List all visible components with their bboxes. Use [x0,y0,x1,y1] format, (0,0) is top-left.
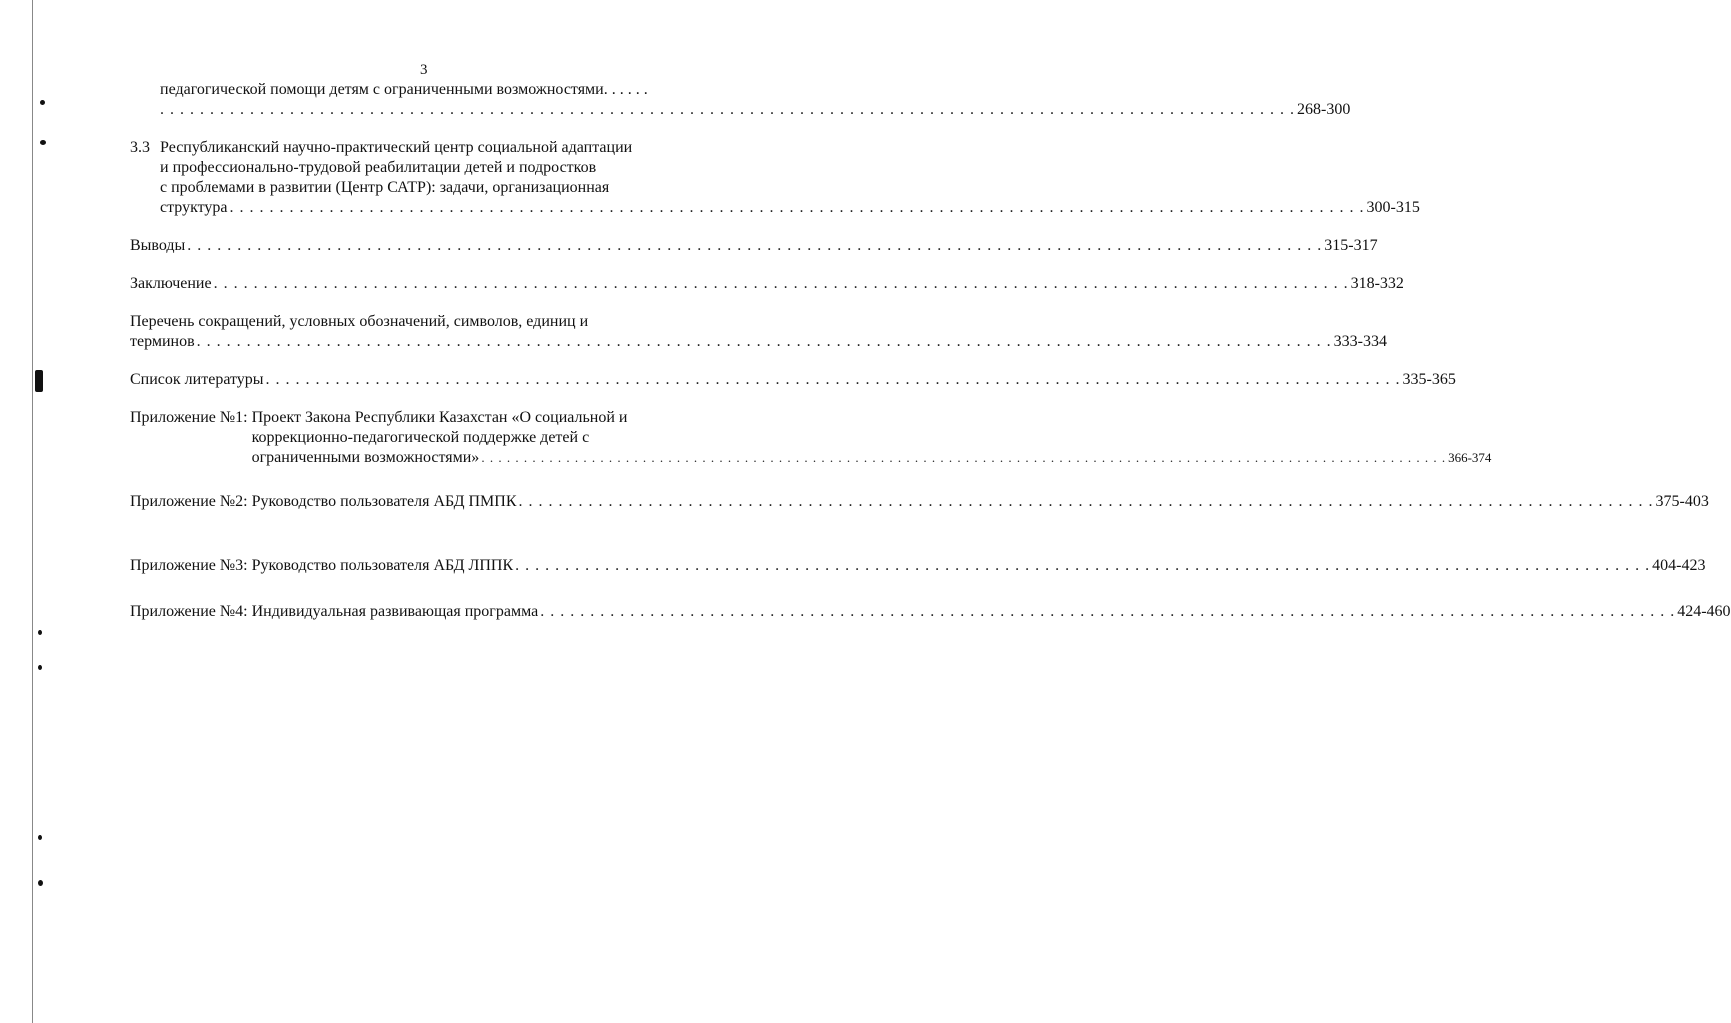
toc-text: и профессионально-трудовой реабилитации детей и подростков [160,159,597,176]
appendix-heading: Приложение №4: [130,603,248,620]
toc-text: Проект Закона Республики Казахстан «О социальной и [251,409,628,426]
toc-entry-continuation [130,80,1351,120]
toc-entry-appendix-3 [130,556,1706,576]
scan-speck [40,140,46,145]
toc-pages: 300-315 [1366,199,1420,216]
toc-pages: 424-460 [1677,603,1731,620]
dot-leader [515,556,1650,576]
toc-pages: 404-423 [1652,557,1706,574]
toc-pages: 335-365 [1402,371,1456,388]
toc-entry-abbreviations [130,312,1387,352]
toc-entry-conclusions [130,236,1378,256]
page-number: 3 [420,62,428,78]
toc-text: Заключение [130,275,212,292]
toc-leader-row [130,100,1351,120]
toc-pages: 366-374 [1448,450,1492,465]
appendix-heading: Приложение №2: [130,493,248,510]
toc-entry-3-3 [130,138,1420,218]
appendix-body [252,408,1492,468]
toc-leader-row [130,332,1387,352]
scan-speck [38,665,42,670]
dot-leader [481,448,1446,468]
toc-text: с проблемами в развитии (Центр САТР): задачи, организационная [160,179,610,196]
dot-leader [187,236,1322,256]
dot-leader [519,492,1654,512]
toc-text: Выводы [130,237,186,254]
toc-entry-references [130,370,1456,390]
toc-text: структура [160,199,228,216]
scan-speck [38,880,43,886]
toc-text: педагогической помощи детям с ограниченными возможностями. . . . . . [160,81,648,98]
toc-entry-final [130,274,1404,294]
scan-left-edge [32,0,33,1023]
toc-text: Индивидуальная развивающая программа [251,603,539,620]
toc-leader-row [130,198,1420,218]
appendix-heading: Приложение №3: [130,557,248,574]
toc-text: Перечень сокращений, условных обозначений, символов, единиц и [130,313,589,330]
appendix-heading: Приложение №1: [130,409,248,426]
toc-text: терминов [130,333,195,350]
dot-leader [266,370,1401,390]
toc-pages: 315-317 [1324,237,1378,254]
toc-text: Руководство пользователя АБД ЛППК [251,557,514,574]
section-number: 3.3 [130,139,150,156]
scan-speck [35,370,43,392]
dot-leader [214,274,1349,294]
toc-leader-row [252,448,1492,468]
toc-pages: 375-403 [1655,493,1709,510]
dot-leader [197,332,1332,352]
table-of-contents [130,80,1731,622]
scan-speck [38,630,42,635]
toc-pages: 318-332 [1350,275,1404,292]
scan-speck [38,835,42,840]
dot-leader [160,100,1295,120]
dot-leader [230,198,1365,218]
toc-entry-appendix-1 [130,408,1492,468]
scan-speck [40,100,45,105]
toc-line [130,138,730,158]
toc-text: ограниченными возможностями» [251,449,480,466]
toc-text: коррекционно-педагогической поддержке детей с [251,429,590,446]
toc-entry-appendix-4 [130,602,1731,622]
dot-leader [540,602,1675,622]
toc-text: Республиканский научно-практический центр социальной адаптации [160,139,633,156]
toc-text: Руководство пользователя АБД ПМПК [251,493,517,510]
toc-entry-appendix-2 [130,492,1709,512]
toc-pages: 333-334 [1333,333,1387,350]
toc-pages: 268-300 [1297,101,1351,118]
toc-text: Список литературы [130,371,264,388]
